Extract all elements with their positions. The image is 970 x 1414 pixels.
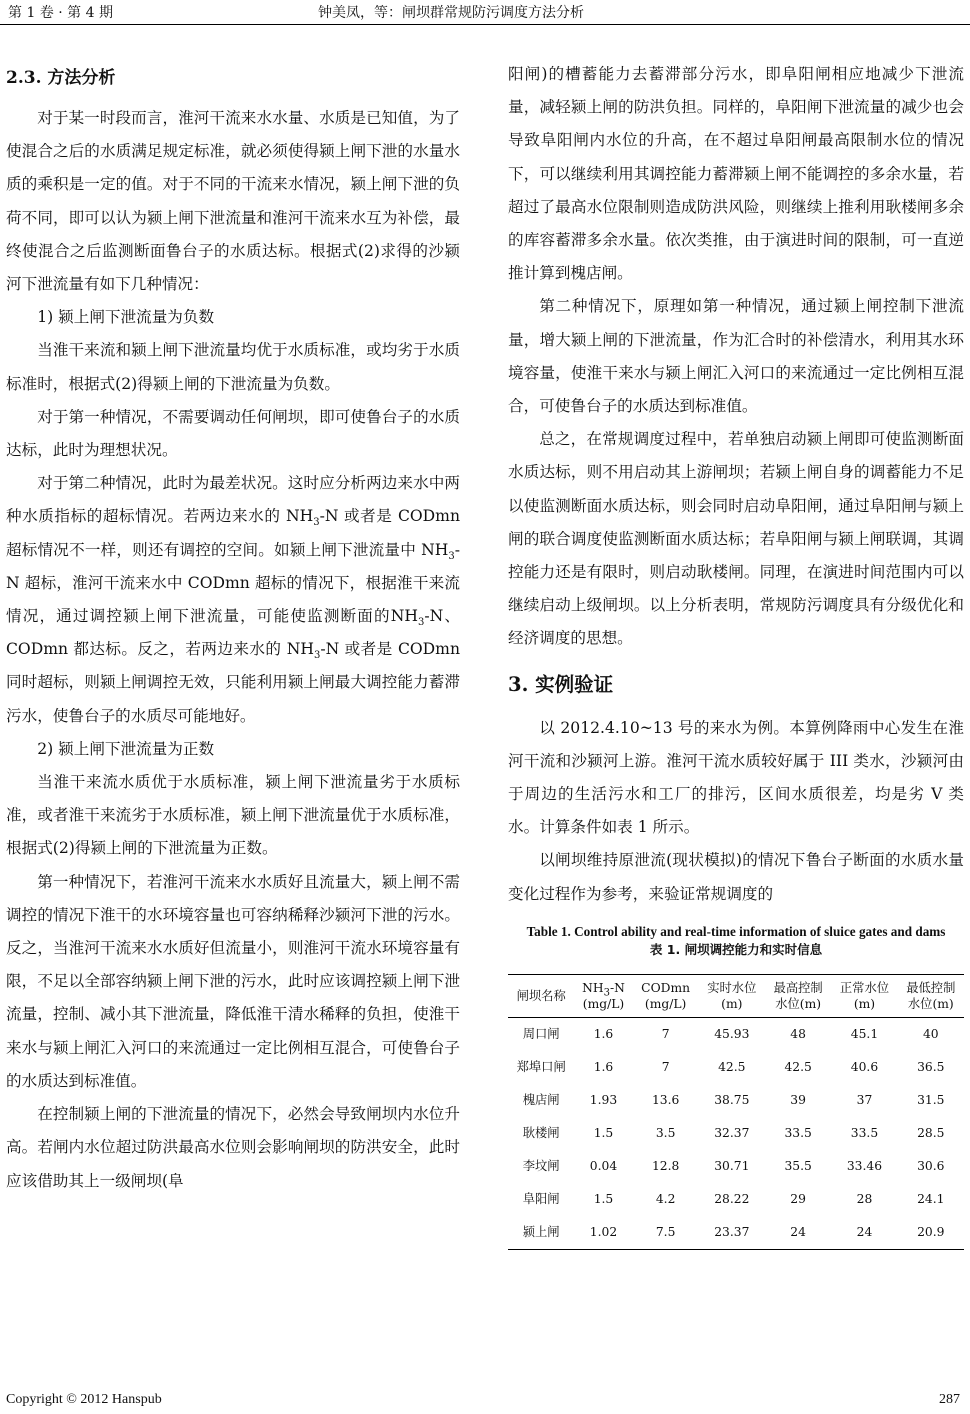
paragraph: 阳闸)的槽蓄能力去蓄滞部分污水，即阜阳闸相应地减少下泄流量，减轻颍上闸的防洪负担。同样的，阜阳闸下泄流量的减少也会导致阜阳闸内水位的升高，在不超过阜阳闸最高限制水位的情况下，可以继续利用其调控能力蓄滞颍上闸不能调控的多余水量，若超过了最高水位限制则造成防洪风险，则继续上推利用耿楼闸多余的库容蓄滞多余水量。依次类推，由于演进时间的限制，可一直逆推计算到槐店闸。	[508, 65, 964, 283]
copyright-notice: Copyright © 2012 Hanspub	[6, 1392, 162, 1407]
running-header	[0, 0, 970, 26]
table-row	[508, 1084, 964, 1117]
header-text: 最低控制	[906, 980, 956, 995]
paragraph: 当淮干来流和颍上闸下泄流量均优于水质标准，或均劣于水质标准时，根据式(2)得颍上闸的下泄流量为负数。	[6, 341, 460, 393]
table-cell: 23.37	[699, 1216, 765, 1250]
table-row	[508, 1051, 964, 1084]
table-cell: 郑埠口闸	[516, 1060, 566, 1075]
paragraph: 以闸坝维持原泄流(现状模拟)的情况下鲁台子断面的水质水量变化过程作为参考，来验证常规调度的	[508, 851, 964, 903]
paragraph: 对于某一时段而言，淮河干流来水水量、水质是已知值，为了使混合之后的水质满足规定标准，就必须使得颍上闸下泄的水量水质的乘积是一定的值。对于不同的干流来水情况，颍上闸下泄的负荷不同，即可以认为颍上闸下泄流量和淮河干流来水互为补偿，最终使混合之后监测断面鲁台子的水质达标。根据式(2)求得的沙颍河下泄流量有如下几种情况：	[6, 109, 460, 294]
header-rule	[0, 24, 970, 25]
header-nh3n	[574, 974, 632, 1017]
header-text: 最高控制	[773, 980, 823, 995]
table-cell: 1.5	[593, 1192, 614, 1207]
list-item-heading: 1) 颍上闸下泄流量为负数	[37, 308, 215, 327]
section-heading-3: 3. 实例验证	[508, 672, 614, 696]
table-row	[508, 1183, 964, 1216]
text-run: 对于第二种情况，此时为最差状况。这时应分析两边来水中两种水质指标的超标情况。若两边来水的 NH	[6, 474, 460, 526]
header-unit: (mg/L)	[582, 996, 625, 1011]
text-run: -N 或者是 CODmn 同时超标，则颍上闸调控无效，只能利用颍上闸最大调控能力蓄滞污水，使鲁台子的水质尽可能地好。	[6, 640, 460, 725]
header-unit: (mg/L)	[644, 996, 687, 1011]
table-cell: 颍上闸	[508, 1216, 574, 1250]
paragraph: 第二种情况下，原理如第一种情况，通过颍上闸控制下泄流量，增大颍上闸的下泄流量，作为汇合时的补偿清水，利用其水环境容量，使淮干来水与颍上闸汇入河口的来流通过一定比例相互混合，可使鲁台子的水质达到标准值。	[508, 297, 964, 416]
subscript: 3	[313, 650, 321, 662]
sluice-info-table	[508, 974, 964, 1250]
paragraph: 当淮干来流水质优于水质标准，颍上闸下泄流量劣于水质标准，或者淮干来流劣于水质标准，颍上闸下泄流量优于水质标准，根据式(2)得颍上闸的下泄流量为正数。	[6, 773, 460, 858]
header-realtime-level	[699, 974, 765, 1017]
page-footer	[0, 1392, 970, 1414]
table-cell: 31.5	[917, 1093, 945, 1108]
table-cell: 0.04	[589, 1159, 618, 1174]
table-header-row	[508, 974, 964, 1017]
header-codmn	[633, 974, 699, 1017]
header-text: -N	[609, 980, 625, 995]
header-max-level	[765, 974, 831, 1017]
list-item-heading: 2) 颍上闸下泄流量为正数	[37, 739, 215, 758]
table-caption-chinese: 表 1. 闸坝调控能力和实时信息	[649, 941, 823, 957]
header-unit: (m)	[721, 996, 743, 1011]
table-cell: 30.71	[714, 1159, 750, 1174]
table-cell: 45.93	[714, 1027, 750, 1042]
paragraph: 第一种情况下，若淮河干流来水水质好且流量大，颍上闸不需调控的情况下淮干的水环境容量也可容纳稀释沙颍河下泄的污水。反之，当淮河干流来水水质好但流量小，则淮河干流水环境容量有限，不足以全部容纳颍上闸下泄的污水，此时应该调控颍上闸下泄流量，控制、减小其下泄流量，降低淮干清水稀释的负担，使淮干来水与颍上闸汇入河口的来流通过一定比例相互混合，可使鲁台子的水质达到标准值。	[6, 872, 460, 1090]
paragraph: 在控制颍上闸的下泄流量的情况下，必然会导致闸坝内水位升高。若闸内水位超过防洪最高水位则会影响闸坝的防洪安全，此时应该借助其上一级闸坝(阜	[6, 1105, 460, 1190]
table-cell: 12.8	[651, 1159, 680, 1174]
table-cell: 耿楼闸	[522, 1126, 560, 1141]
table-cell: 1.02	[574, 1216, 632, 1250]
table-cell: 阜阳闸	[522, 1192, 560, 1207]
table-cell: 李坟闸	[522, 1159, 560, 1174]
header-unit: 水位(m)	[775, 996, 822, 1011]
journal-volume-issue: 第 1 卷 · 第 4 期	[8, 5, 113, 21]
table-cell: 28.5	[917, 1126, 945, 1141]
table-cell: 39	[790, 1093, 806, 1108]
table-cell: 24.1	[917, 1192, 945, 1207]
table-cell: 1.5	[593, 1126, 614, 1141]
subscript: 3	[417, 617, 425, 629]
table-row	[508, 1017, 964, 1051]
table-cell: 33.5	[784, 1126, 812, 1141]
table-cell: 35.5	[784, 1159, 812, 1174]
left-column	[6, 58, 460, 1198]
table-cell: 20.9	[898, 1216, 964, 1250]
table-cell: 7	[661, 1027, 670, 1042]
table-cell: 7	[661, 1060, 670, 1075]
header-text: NH	[582, 980, 604, 995]
header-unit: 水位(m)	[907, 996, 954, 1011]
subscript: 3	[448, 550, 455, 562]
subscript: 3	[603, 987, 610, 999]
table-cell: 1.6	[593, 1060, 614, 1075]
running-title: 钟美凤，等：闸坝群常规防污调度方法分析	[318, 5, 584, 21]
table-cell: 3.5	[655, 1126, 676, 1141]
header-min-level	[898, 974, 964, 1017]
table-cell: 13.6	[651, 1093, 680, 1108]
table-cell: 33.46	[846, 1159, 883, 1174]
table-cell: 36.5	[917, 1060, 945, 1075]
table-cell: 28.22	[714, 1192, 750, 1207]
header-unit: (m)	[853, 996, 876, 1011]
table-cell: 30.6	[917, 1159, 945, 1174]
table-cell: 33.5	[850, 1126, 879, 1141]
table-cell: 1.93	[589, 1093, 618, 1108]
table-cell: 37	[856, 1093, 873, 1108]
header-normal-level	[831, 974, 897, 1017]
table-cell: 38.75	[714, 1093, 750, 1108]
table-cell: 4.2	[655, 1192, 676, 1207]
header-text: CODmn	[641, 980, 691, 995]
table-cell: 7.5	[633, 1216, 699, 1250]
table-cell: 28	[856, 1192, 873, 1207]
header-sluice-name: 闸坝名称	[508, 974, 574, 1017]
table-cell: 40	[922, 1027, 939, 1042]
table-cell: 24	[831, 1216, 897, 1250]
header-text: 正常水位	[839, 980, 890, 995]
table-row	[508, 1150, 964, 1183]
subscript: 3	[313, 517, 320, 529]
table-cell: 45.1	[850, 1027, 879, 1042]
table-cell: 槐店闸	[522, 1093, 560, 1108]
table-cell: 42.5	[718, 1060, 746, 1075]
paragraph	[6, 467, 460, 733]
table-cell: 32.37	[714, 1126, 750, 1141]
paragraph: 总之，在常规调度过程中，若单独启动颍上闸即可使监测断面水质达标，则不用启动其上游闸坝；若颍上闸自身的调蓄能力不足以使监测断面水质达标，则会同时启动阜阳闸，通过阜阳闸与颍上闸的联合调度使监测断面水质达标；若阜阳闸与颍上闸联调，其调控能力还是有限时，则启动耿楼闸。同理，在演进时间范围内可以继续启动上级闸坝。以上分析表明，常规防污调度具有分级优化和经济调度的思想。	[508, 430, 964, 648]
table-caption-english: Table 1. Control ability and real-time information of sluice gates and dams	[526, 923, 946, 939]
header-text: 实时水位	[707, 980, 757, 995]
table-row	[508, 1117, 964, 1150]
paragraph: 对于第一种情况，不需要调动任何闸坝，即可使鲁台子的水质达标，此时为理想状况。	[6, 407, 460, 460]
table-cell: 周口闸	[522, 1027, 560, 1042]
table-row	[508, 1216, 964, 1250]
table-cell: 1.6	[593, 1027, 614, 1042]
text-run: -N 或者是 CODmn 超标情况不一样，则还有调控的空间。如颍上闸下泄流量中 NH	[6, 507, 461, 559]
paragraph: 以 2012.4.10~13 号的来水为例。本算例降雨中心发生在淮河干流和沙颍河上游。淮河干流水质较好属于 III 类水，沙颍河由于周边的生活污水和工厂的排污，区间水质很差，均是劣 V 类水。计算条件如表 1 所示。	[508, 718, 964, 837]
table-cell: 48	[790, 1027, 806, 1042]
text-run: -N、CODmn 都达标。反之，若两边来水的 NH	[6, 607, 461, 659]
table-cell: 29	[790, 1192, 806, 1207]
table-cell: 24	[765, 1216, 831, 1250]
section-heading-2-3: 2.3. 方法分析	[6, 68, 116, 88]
text-run: -N 超标，淮河干流来水中 CODmn 超标的情况下，根据淮干来流情况，通过调控颍上闸下泄流量，可能使监测断面的NH	[6, 540, 460, 626]
table-cell: 42.5	[784, 1060, 812, 1075]
right-column	[508, 58, 964, 1250]
page-number: 287	[939, 1392, 960, 1407]
table-cell: 40.6	[850, 1060, 879, 1075]
